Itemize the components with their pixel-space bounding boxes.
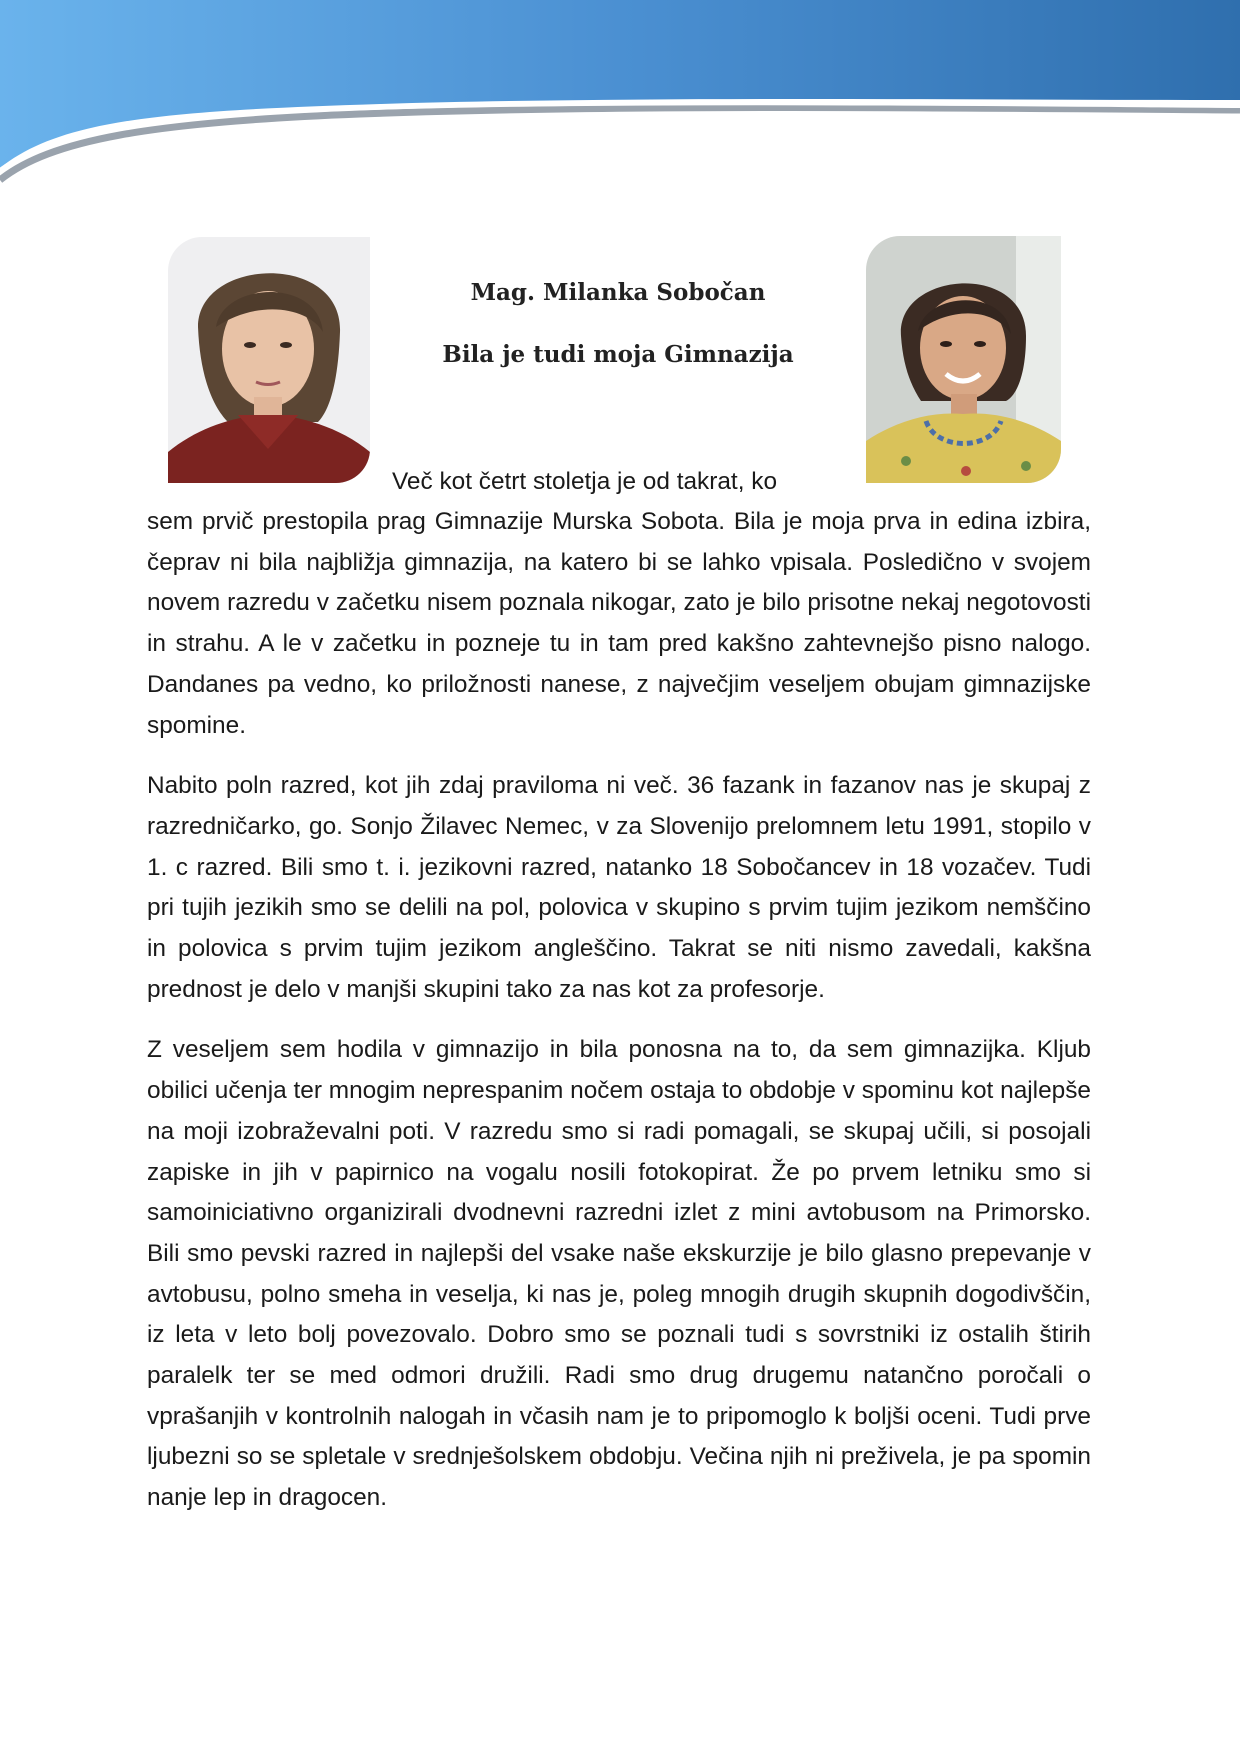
paragraph-3: Z veseljem sem hodila v gimnazijo in bila ponosna na to, da sem gimnazijka. Kljub obilici učenja ter mnogim neprespanim nočem ostaja to obdobje v spominu kot najlepše na moji izobraževalni poti. V razredu smo si radi pomagali, se skupaj učili, si posojali zapiske in jih v papirnico na vogalu nosili fotokopirat. Že po prvem letniku smo si samoiniciativno organizirali dvodnevni razredni izlet z mini avtobusom na Primorsko. Bili smo pevski razred in najlepši del vsake naše ekskurzije je bilo glasno prepevanje v avtobusu, polno smeha in veselja, ki nas je, poleg mnogih drugih skupnih dogodivščin, iz leta v leto bolj povezovalo. Dobro smo se poznali tudi s sovrstniki iz ostalih štirih paralelk ter se med odmori družili. Radi smo drug drugemu natančno poročali o vprašanjih v kontrolnih nalogah in včasih nam je to pripomoglo k boljši oceni. Tudi prve ljubezni so se spletale v srednješolskem obdobju. Večina njih ni preživela, je pa spomin nanje lep in dragocen. [147,1036,1091,1512]
portrait-recent-photo [866,236,1061,483]
paragraph-2: Nabito poln razred, kot jih zdaj praviloma ni več. 36 fazank in fazanov nas je skupaj z razredničarko, go. Sonjo Žilavec Nemec, v za Slovenijo prelomnem letu 1991, stopilo v 1. c razred. Bili smo t. i. jezikovni razred, natanko 18 Sobočancev in 18 vozačev. Tudi pri tujih jezikih smo se delili na pol, polovica v skupino s prvim tujim jezikom nemščino in polovica s prvim tujim jezikom angleščino. Takrat se niti nismo zavedali, kakšna prednost je delo v manjši skupini tako za nas kot za profesorje. [147,772,1091,1003]
article-body [147,502,1091,1539]
header-wave-band [0,0,1240,200]
intro-first-line: Več kot četrt stoletja je od takrat, ko [392,468,778,495]
article-title: Bila je tudi moja Gimnazija [442,341,794,368]
paragraph-1: sem prvič prestopila prag Gimnazije Murska Sobota. Bila je moja prva in edina izbira, čeprav ni bila najbližja gimnazija, na katero bi se lahko vpisala. Posledično v svojem novem razredu v začetku nisem poznala nikogar, zato je bilo prisotne nekaj negotovosti in strahu. A le v začetku in pozneje tu in tam pred kakšno zahtevnejšo pisno nalogo. Dandanes pa vedno, ko priložnosti nanese, z največjim veseljem obujam gimnazijske spomine. [147,508,1091,739]
author-name: Mag. Milanka Sobočan [470,279,766,306]
portrait-young-photo [168,237,370,483]
